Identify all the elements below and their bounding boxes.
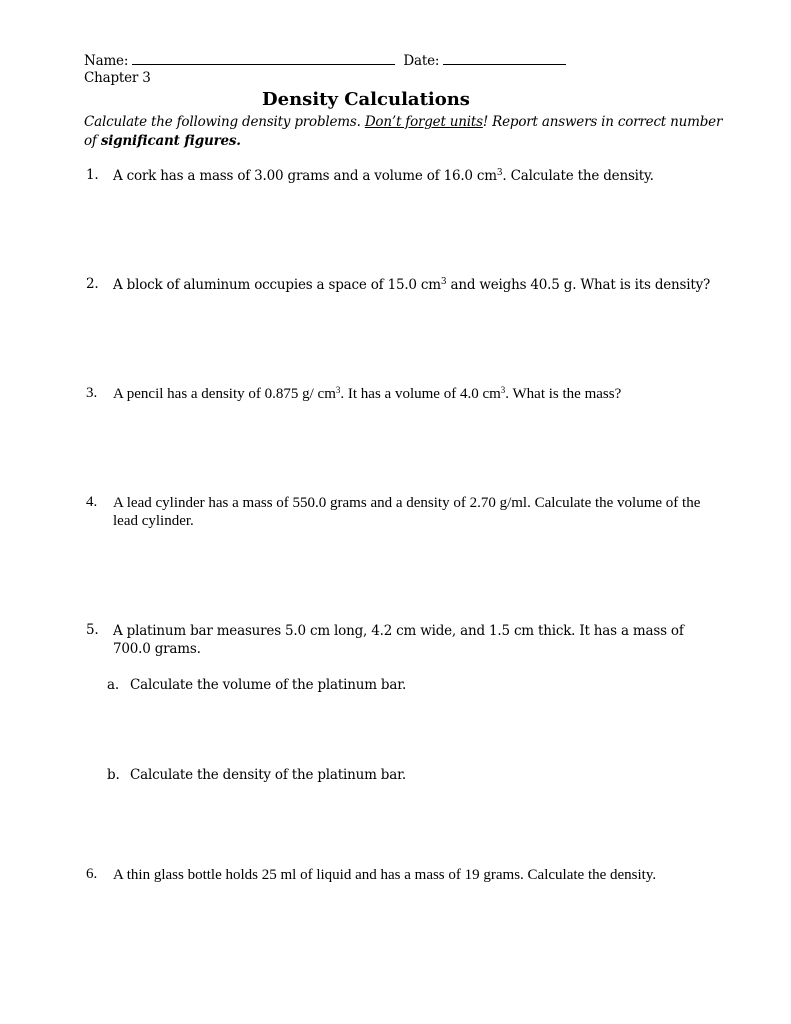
question-5b-text: Calculate the density of the platinum bar. — [130, 767, 406, 783]
instructions-underlined: Don’t forget units — [364, 114, 483, 130]
question-3-number: 3. — [86, 385, 98, 401]
name-label: Name: — [84, 53, 129, 69]
question-5-text: A platinum bar measures 5.0 cm long, 4.2 cm wide, and 1.5 cm thick. It has a mass of 700.0 grams. — [113, 623, 684, 657]
question-5b-letter: b. — [107, 767, 120, 783]
name-blank — [132, 52, 395, 65]
date-blank — [443, 52, 566, 65]
page-title: Density Calculations — [262, 89, 470, 110]
question-5a-text: Calculate the volume of the platinum bar. — [130, 677, 407, 693]
question-3-text: A pencil has a density of 0.875 g/ $cm^3$. It has a volume of 4.0 $cm^3$. What is the mass? — [113, 385, 622, 402]
question-5-number: 5. — [86, 622, 99, 638]
question-4-number: 4. — [86, 494, 98, 510]
instructions — [84, 113, 724, 151]
question-6-number: 6. — [86, 866, 98, 882]
name-date-line — [84, 52, 566, 69]
question-4-text: A lead cylinder has a mass of 550.0 grams and a density of 2.70 g/ml. Calculate the volume of the lead cylinder. — [113, 495, 701, 529]
question-1-text: A cork has a mass of 3.00 grams and a volume of 16.0 $cm^3$. Calculate the density. — [113, 168, 654, 184]
question-1-number: 1. — [86, 167, 99, 183]
instructions-bold: significant figures. — [100, 133, 241, 149]
instructions-text-1: Calculate the following density problems. — [84, 114, 365, 130]
question-5a-letter: a. — [107, 677, 119, 693]
question-2-text: A block of aluminum occupies a space of 15.0 $cm^3$ and weighs 40.5 g. What is its density? — [113, 277, 711, 293]
chapter-label: Chapter 3 — [84, 70, 151, 86]
date-label: Date: — [403, 53, 440, 69]
question-2-number: 2. — [86, 276, 99, 292]
instructions-text-2: ! Report answers in correct number of — [84, 114, 723, 149]
question-6-text: A thin glass bottle holds 25 ml of liquid and has a mass of 19 grams. Calculate the density. — [113, 867, 657, 883]
